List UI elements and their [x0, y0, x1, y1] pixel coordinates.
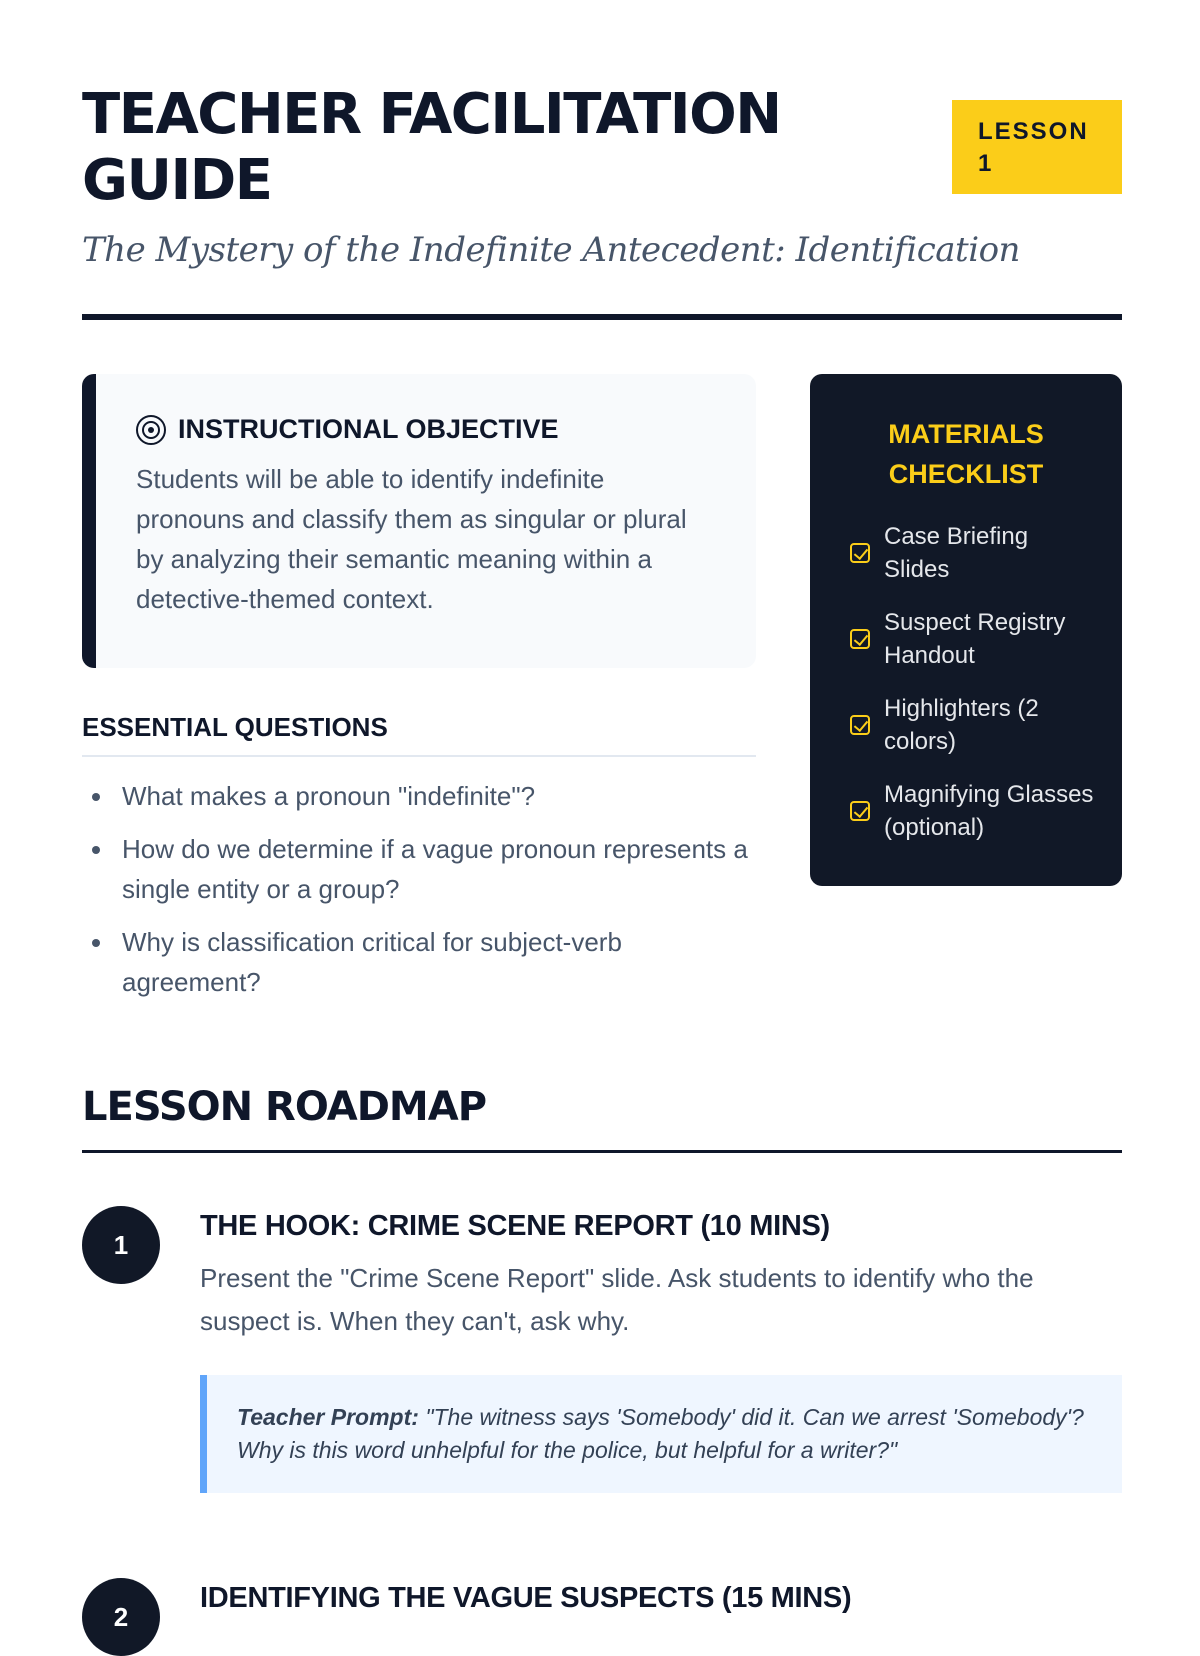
- objective-text: Students will be able to identify indefinite pronouns and classify them as singular or plural by analyzing their semantic meaning within a detective-themed context.: [136, 464, 687, 614]
- checkbox-icon: [850, 629, 870, 649]
- checklist-item-label: Highlighters (2 colors): [884, 695, 1039, 755]
- lesson-badge: LESSON 1: [952, 100, 1122, 194]
- page-title: TEACHER FACILITATION GUIDE: [82, 82, 781, 213]
- teacher-prompt-text: "The witness says 'Somebody' did it. Can we arrest 'Somebody'? Why is this word unhelpful for the police, but helpful for a writer?": [237, 1404, 1084, 1463]
- checklist-item: [850, 778, 1094, 844]
- teacher-prompt: [200, 1375, 1122, 1493]
- checklist-item-label: Suspect Registry Handout: [884, 609, 1066, 669]
- roadmap-title: LESSON ROADMAP: [82, 1084, 487, 1130]
- instructional-objective-card: [82, 374, 756, 668]
- checklist-item: [850, 692, 1094, 758]
- step-number: 1: [82, 1206, 160, 1284]
- step-number: 2: [82, 1578, 160, 1656]
- checkbox-icon: [850, 715, 870, 735]
- teacher-prompt-label: Teacher Prompt:: [237, 1404, 419, 1430]
- objective-title: INSTRUCTIONAL OBJECTIVE: [178, 414, 559, 444]
- checklist-item: [850, 606, 1094, 672]
- roadmap-divider: [82, 1150, 1122, 1153]
- page-subtitle: The Mystery of the Indefinite Antecedent: Identification: [82, 230, 1020, 270]
- checkbox-icon: [850, 801, 870, 821]
- header-divider: [82, 314, 1122, 320]
- list-item: How do we determine if a vague pronoun represents a single entity or a group?: [82, 829, 756, 909]
- materials-checklist: [810, 374, 1122, 886]
- step-body: [200, 1578, 1122, 1615]
- step-body: [200, 1206, 1122, 1493]
- step-title: THE HOOK: CRIME SCENE REPORT (10 MINS): [200, 1210, 830, 1242]
- essential-questions-title: ESSENTIAL QUESTIONS: [82, 712, 756, 757]
- list-item: What makes a pronoun "indefinite"?: [82, 776, 756, 816]
- materials-title: MATERIALS CHECKLIST: [888, 419, 1044, 489]
- step-title: IDENTIFYING THE VAGUE SUSPECTS (15 MINS): [200, 1582, 852, 1614]
- step-text: Present the "Crime Scene Report" slide. Ask students to identify who the suspect is. When they can't, ask why.: [200, 1263, 1034, 1336]
- checklist-item: [850, 520, 1094, 586]
- header: [82, 82, 1122, 214]
- checkbox-icon: [850, 543, 870, 563]
- checklist-item-label: Case Briefing Slides: [884, 523, 1029, 583]
- essential-questions-list: [82, 776, 756, 1015]
- objective-header: [136, 414, 756, 445]
- checklist-item-label: Magnifying Glasses (optional): [884, 781, 1094, 841]
- target-icon: [136, 415, 166, 445]
- list-item: Why is classification critical for subject-verb agreement?: [82, 922, 756, 1002]
